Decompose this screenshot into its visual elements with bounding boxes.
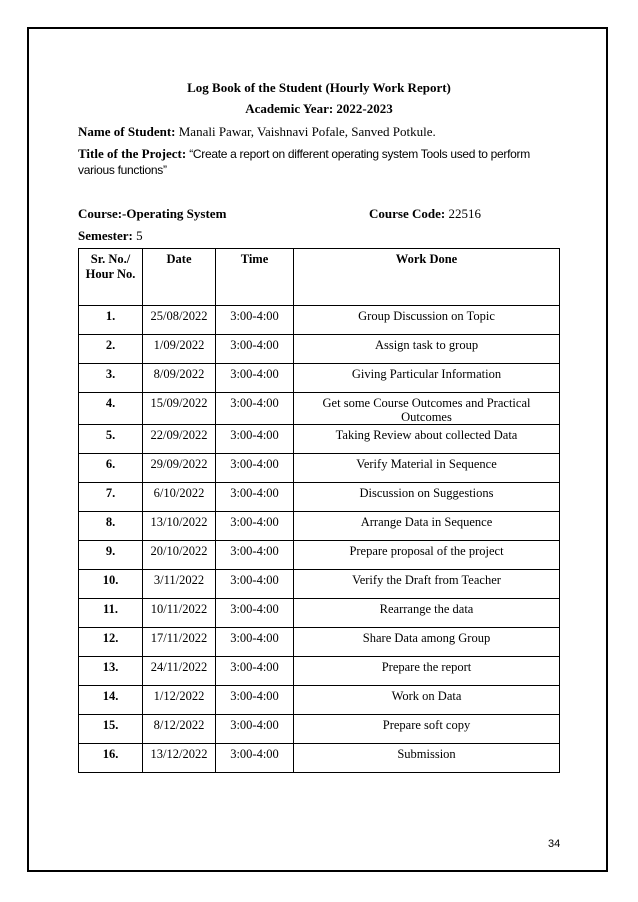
work-done-cell: Arrange Data in Sequence: [294, 512, 560, 541]
work-done-cell: Prepare soft copy: [294, 715, 560, 744]
sr-no-cell: 14.: [79, 686, 143, 715]
work-done-cell: Share Data among Group: [294, 628, 560, 657]
date-cell: 17/11/2022: [143, 628, 216, 657]
work-done-cell: Assign task to group: [294, 335, 560, 364]
date-cell: 1/09/2022: [143, 335, 216, 364]
work-done-cell: Verify the Draft from Teacher: [294, 570, 560, 599]
table-row: [79, 599, 560, 628]
sr-no-cell: 2.: [79, 335, 143, 364]
table-row: [79, 364, 560, 393]
work-done-cell: Prepare proposal of the project: [294, 541, 560, 570]
time-cell: 3:00-4:00: [216, 686, 294, 715]
date-cell: 3/11/2022: [143, 570, 216, 599]
semester-value: 5: [132, 228, 143, 243]
sr-no-cell: 8.: [79, 512, 143, 541]
table-row: [79, 483, 560, 512]
table-row: [79, 454, 560, 483]
table-row: [79, 335, 560, 364]
time-cell: 3:00-4:00: [216, 570, 294, 599]
header-sr-no: Sr. No./ Hour No.: [79, 249, 143, 306]
date-cell: 13/10/2022: [143, 512, 216, 541]
time-cell: 3:00-4:00: [216, 541, 294, 570]
date-cell: 29/09/2022: [143, 454, 216, 483]
time-cell: 3:00-4:00: [216, 335, 294, 364]
table-row: [79, 512, 560, 541]
time-cell: 3:00-4:00: [216, 454, 294, 483]
work-done-cell: Get some Course Outcomes and Practical Outcomes: [294, 393, 560, 425]
sr-no-cell: 6.: [79, 454, 143, 483]
sr-no-cell: 12.: [79, 628, 143, 657]
sr-no-cell: 16.: [79, 744, 143, 773]
date-cell: 15/09/2022: [143, 393, 216, 425]
sr-no-cell: 4.: [79, 393, 143, 425]
work-done-cell: Prepare the report: [294, 657, 560, 686]
date-cell: 22/09/2022: [143, 425, 216, 454]
time-cell: 3:00-4:00: [216, 512, 294, 541]
date-cell: 25/08/2022: [143, 306, 216, 335]
work-done-cell: Discussion on Suggestions: [294, 483, 560, 512]
work-done-cell: Verify Material in Sequence: [294, 454, 560, 483]
date-cell: 13/12/2022: [143, 744, 216, 773]
sr-no-cell: 5.: [79, 425, 143, 454]
course-code-value: 22516: [445, 206, 481, 221]
course-code-label: Course Code:: [369, 206, 446, 221]
date-cell: 1/12/2022: [143, 686, 216, 715]
table-header-row: [79, 249, 560, 306]
table-row: [79, 628, 560, 657]
date-cell: 20/10/2022: [143, 541, 216, 570]
student-name-line: [78, 124, 436, 140]
date-cell: 8/12/2022: [143, 715, 216, 744]
table-row: [79, 425, 560, 454]
course-code-line: [369, 206, 481, 222]
header-time: Time: [216, 249, 294, 306]
header-work-done: Work Done: [294, 249, 560, 306]
sr-no-cell: 11.: [79, 599, 143, 628]
page-number: 34: [548, 838, 561, 850]
work-log-table: [78, 248, 560, 773]
sr-no-cell: 9.: [79, 541, 143, 570]
time-cell: 3:00-4:00: [216, 425, 294, 454]
time-cell: 3:00-4:00: [216, 483, 294, 512]
sr-no-cell: 3.: [79, 364, 143, 393]
time-cell: 3:00-4:00: [216, 393, 294, 425]
semester-line: [78, 228, 143, 244]
logbook-title: Log Book of the Student (Hourly Work Report): [187, 80, 451, 95]
date-cell: 6/10/2022: [143, 483, 216, 512]
student-name-label: Name of Student:: [78, 124, 176, 139]
work-done-cell: Submission: [294, 744, 560, 773]
project-title-line: [78, 146, 558, 178]
time-cell: 3:00-4:00: [216, 744, 294, 773]
work-done-cell: Giving Particular Information: [294, 364, 560, 393]
time-cell: 3:00-4:00: [216, 657, 294, 686]
date-cell: 10/11/2022: [143, 599, 216, 628]
date-cell: 8/09/2022: [143, 364, 216, 393]
date-cell: 24/11/2022: [143, 657, 216, 686]
header-date: Date: [143, 249, 216, 306]
table-body: [79, 306, 560, 773]
project-title-value: “Create a report on different operating system Tools used to perform various functions”: [78, 147, 530, 177]
work-done-cell: Taking Review about collected Data: [294, 425, 560, 454]
table-row: [79, 541, 560, 570]
sr-no-cell: 13.: [79, 657, 143, 686]
work-done-cell: Rearrange the data: [294, 599, 560, 628]
table-row: [79, 393, 560, 425]
sr-no-cell: 10.: [79, 570, 143, 599]
time-cell: 3:00-4:00: [216, 628, 294, 657]
course-name: Course:-Operating System: [78, 206, 227, 221]
sr-no-cell: 1.: [79, 306, 143, 335]
work-done-cell: Group Discussion on Topic: [294, 306, 560, 335]
time-cell: 3:00-4:00: [216, 364, 294, 393]
sr-no-cell: 7.: [79, 483, 143, 512]
student-name-value: Manali Pawar, Vaishnavi Pofale, Sanved Potkule.: [175, 124, 436, 139]
academic-year: Academic Year: 2022-2023: [245, 101, 393, 116]
time-cell: 3:00-4:00: [216, 715, 294, 744]
semester-label: Semester:: [78, 228, 133, 243]
project-title-label: Title of the Project:: [78, 146, 187, 161]
time-cell: 3:00-4:00: [216, 599, 294, 628]
table-row: [79, 306, 560, 335]
table-row: [79, 715, 560, 744]
sr-no-cell: 15.: [79, 715, 143, 744]
table-row: [79, 686, 560, 715]
time-cell: 3:00-4:00: [216, 306, 294, 335]
table-row: [79, 570, 560, 599]
work-done-cell: Work on Data: [294, 686, 560, 715]
table-row: [79, 744, 560, 773]
table-row: [79, 657, 560, 686]
